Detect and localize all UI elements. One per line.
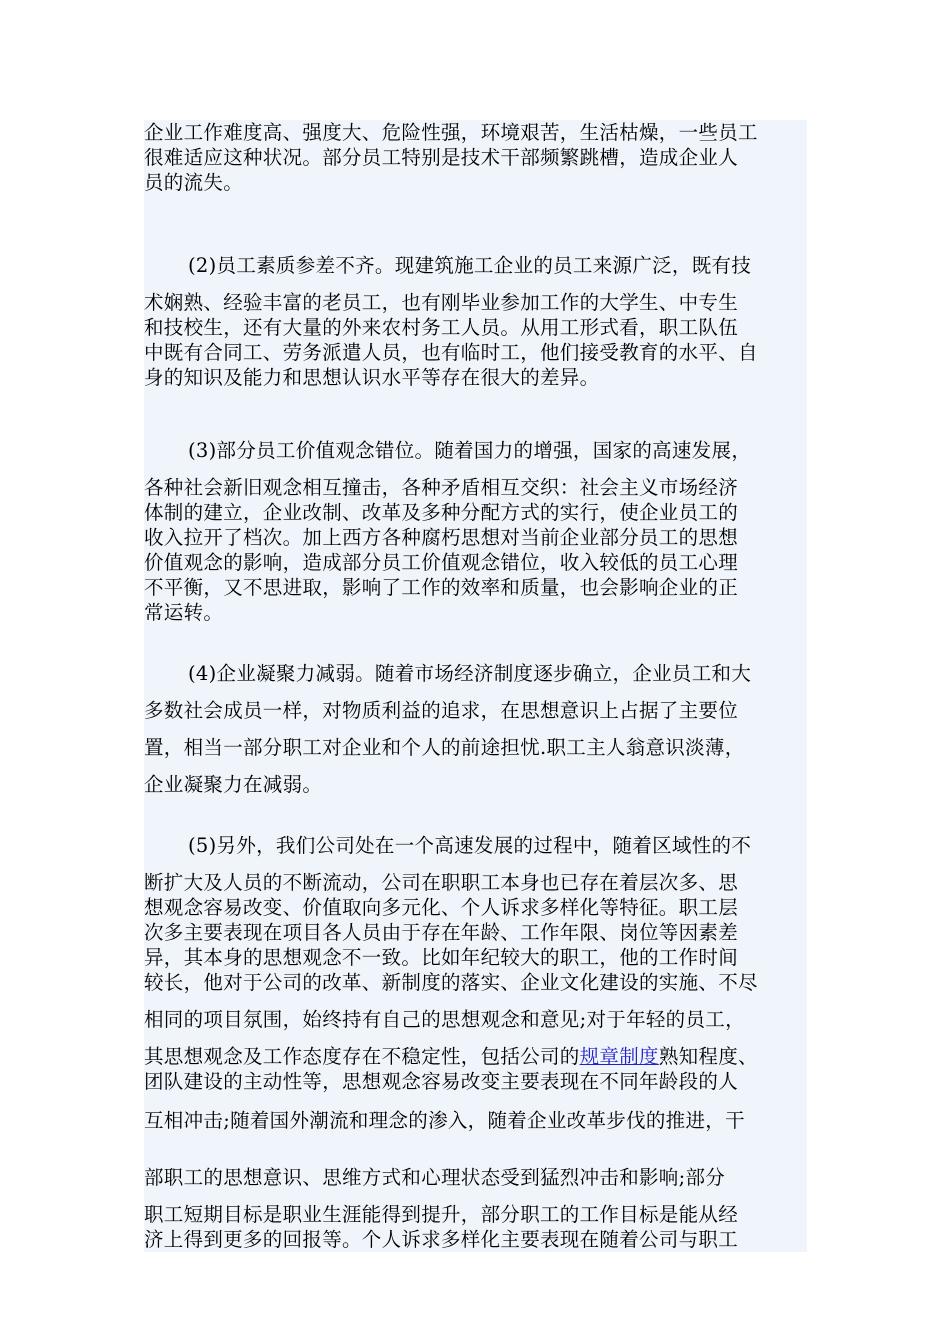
- text-line: 身的知识及能力和思想认识水平等存在很大的差异。: [144, 366, 600, 389]
- text-line: 员的流失。: [144, 171, 244, 194]
- text-line: 较长，他对于公司的改革、新制度的落实、企业文化建设的实施、不尽: [144, 971, 758, 994]
- text-line: 部职工的思想意识、思维方式和心理状态受到猛烈冲击和影响;部分: [144, 1166, 726, 1189]
- regulations-link[interactable]: 规章制度: [579, 1045, 659, 1068]
- text-line: 互相冲击;随着国外潮流和理念的渗入，随着企业改革步伐的推进，干: [144, 1109, 745, 1132]
- text-line: 多数社会成员一样，对物质利益的追求，在思想意识上占据了主要位: [144, 699, 739, 722]
- text-line: 各种社会新旧观念相互撞击，各种矛盾相互交织：社会主义市场经济: [144, 476, 739, 499]
- text-line: 不平衡，又不思进取，影响了工作的效率和质量，也会影响企业的正: [144, 576, 739, 599]
- document-body: [144, 120, 807, 1252]
- text-line: 企业凝聚力在减弱。: [144, 773, 323, 796]
- text-line: 职工短期目标是职业生涯能得到提升，部分职工的工作目标是能从经: [144, 1203, 739, 1226]
- text-segment: 熟知程度、: [658, 1045, 758, 1068]
- text-line: 收入拉开了档次。加上西方各种腐朽思想对当前企业部分员工的思想: [144, 526, 739, 549]
- text-line: 异，其本身的思想观念不一致。比如年纪较大的职工，他的工作时间: [144, 946, 739, 969]
- text-line: 次多主要表现在项目各人员由于存在年龄、工作年限、岗位等因素差: [144, 921, 739, 944]
- text-segment: 其思想观念及工作态度存在不稳定性，包括公司的: [144, 1045, 580, 1068]
- text-line: 企业工作难度高、强度大、危险性强，环境艰苦，生活枯燥，一些员工: [144, 121, 758, 144]
- text-line: 中既有合同工、劳务派遣人员，也有临时工，他们接受教育的水平、自: [144, 341, 758, 364]
- text-line: 体制的建立，企业改制、改革及多种分配方式的实行，使企业员工的: [144, 501, 739, 524]
- paragraph-2-first-line: (2)员工素质参差不齐。现建筑施工企业的员工来源广泛，既有技: [188, 254, 752, 277]
- text-line: 价值观念的影响，造成部分员工价值观念错位，收入较低的员工心理: [144, 551, 739, 574]
- text-line: 相同的项目氛围，始终持有自己的思想观念和意见;对于年轻的员工，: [144, 1008, 745, 1031]
- text-line: 团队建设的主动性等，思想观念容易改变主要表现在不同年龄段的人: [144, 1070, 739, 1093]
- text-line: 想观念容易改变、价值取向多元化、个人诉求多样化等特征。职工层: [144, 896, 739, 919]
- paragraph-4-first-line: (4)企业凝聚力减弱。随着市场经济制度逐步确立，企业员工和大: [188, 662, 752, 685]
- text-line: 济上得到更多的回报等。个人诉求多样化主要表现在随着公司与职工: [144, 1228, 739, 1251]
- paragraph-3-first-line: (3)部分员工价值观念错位。随着国力的增强，国家的高速发展，: [188, 439, 752, 462]
- text-line: 断扩大及人员的不断流动，公司在职职工本身也已存在着层次多、思: [144, 871, 739, 894]
- text-line: 很难适应这种状况。部分员工特别是技术干部频繁跳槽，造成企业人: [144, 146, 739, 169]
- paragraph-5-first-line: (5)另外，我们公司处在一个高速发展的过程中，随着区域性的不: [188, 834, 752, 857]
- text-line: 和技校生，还有大量的外来农村务工人员。从用工形式看，职工队伍: [144, 316, 739, 339]
- text-line: 术娴熟、经验丰富的老员工，也有刚毕业参加工作的大学生、中专生: [144, 291, 739, 314]
- text-line: 置，相当一部分职工对企业和个人的前途担忧.职工主人翁意识淡薄，: [144, 736, 745, 759]
- text-line-with-link: [144, 1044, 807, 1069]
- text-line: 常运转。: [144, 601, 224, 624]
